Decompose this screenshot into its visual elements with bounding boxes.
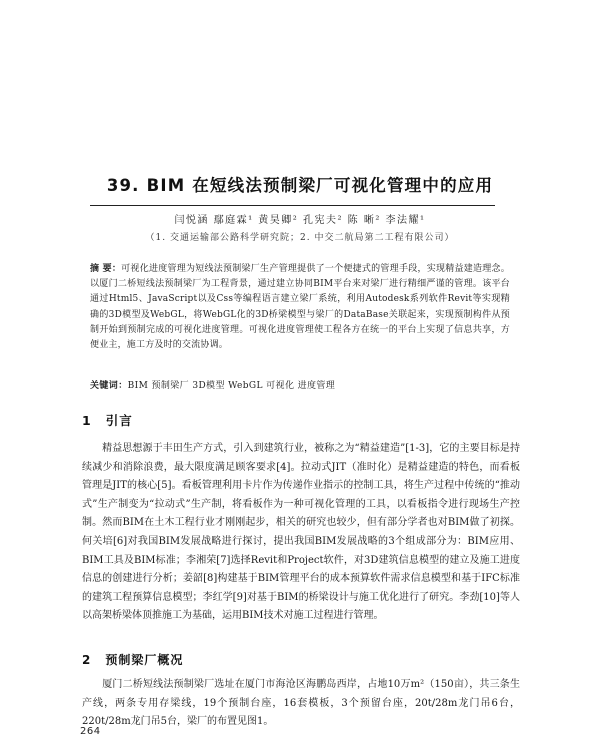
affiliation: （1. 交通运输部公路科学研究院；2. 中交二航局第二工程有限公司） (145, 233, 455, 243)
paper-title: 39. BIM 在短线法预制梁厂可视化管理中的应用 (106, 176, 494, 195)
section-2-heading (82, 651, 183, 668)
title-divider (90, 205, 495, 206)
abstract-text: 可视化进度管理为短线法预制梁厂生产管理提供了一个便捷式的管理手段，实现精益建造理念。以厦门二桥短线法预制梁厂为工程背景，通过建立协同BIM平台来对梁厂进行精细严谨的管理。该平台通过Html5、JavaScript以及Css等编程语言建立梁厂系统，利用Autodesk系列软件Revit等实现精确的3D模型及WebGL，将WebGL化的3D桥梁模型与梁厂的DataBase关联起来，实现预制构件从预制开始到预制完成的可视化进度管理。可视化进度管理使工程各方在统一的平台上实现了信息共享，方便业主，施工方及时的交流协调。 (90, 264, 510, 351)
keywords-text: BIM 预制梁厂 3D模型 WebGL 可视化 进度管理 (127, 381, 336, 391)
keywords (90, 378, 510, 391)
page-number: 264 (80, 726, 101, 737)
section-1-title: 引言 (105, 413, 133, 428)
abstract-label: 摘 要： (90, 264, 122, 274)
keywords-label: 关键词： (90, 381, 128, 391)
section-2-text: 厦门二桥短线法预制梁厂选址在厦门市海沧区海鹏岛西岸，占地10万m²（150亩），共三条生产线，两条专用存梁线，19个预制台座，16套模板，3个预留台座，20t/28m龙门吊6台，220t/28m龙门吊5台，梁厂的布置见图1。 (82, 679, 520, 728)
author-list: 闫悦涵 鄢庭霖¹ 黄昊卿² 孔宪夫² 陈 晰² 李法耀¹ (174, 215, 426, 226)
section-2-body (82, 676, 520, 732)
section-2-number: 2 (82, 653, 92, 667)
abstract (90, 262, 510, 353)
section-1-heading (82, 411, 133, 429)
section-2-title: 预制梁厂概况 (105, 653, 184, 667)
section-1-text: 精益思想源于丰田生产方式，引入到建筑行业，被称之为“精益建造”[1-3]，它的主要目标是持续减少和消除浪费，最大限度满足顾客要求[4]。拉动式JIT（准时化）是精益建造的特色，而看板管理是JIT的核心[5]。看板管理利用卡片作为传递作业指示的控制工具，将生产过程中传统的“推动式”生产制变为“拉动式”生产制，将看板作为一种可视化管理的工具，以看板指令进行现场生产控制。然而BIM在土木工程行业才刚刚起步，相关的研究也较少，但有部分学者也对BIM做了初探。何关培[6]对我国BIM发展战略进行探讨，提出我国BIM发展战略的3个组成部分为：BIM应用、BIM工具及BIM标准；李湘荣[7]选择Revit和Project软件，对3D建筑信息模型的建立及施工进度信息的创建进行分析；姜韶[8]构建基于BIM管理平台的成本预算软件需求信息模型和基于IFC标准的建筑工程预算信息模型；李红学[9]对基于BIM的桥梁设计与施工优化进行了研究。李劲[10]等人以高架桥梁体顶推施工为基础，运用BIM技术对施工过程进行管理。 (82, 443, 520, 622)
section-1-body (82, 440, 520, 626)
section-1-number: 1 (82, 413, 92, 428)
